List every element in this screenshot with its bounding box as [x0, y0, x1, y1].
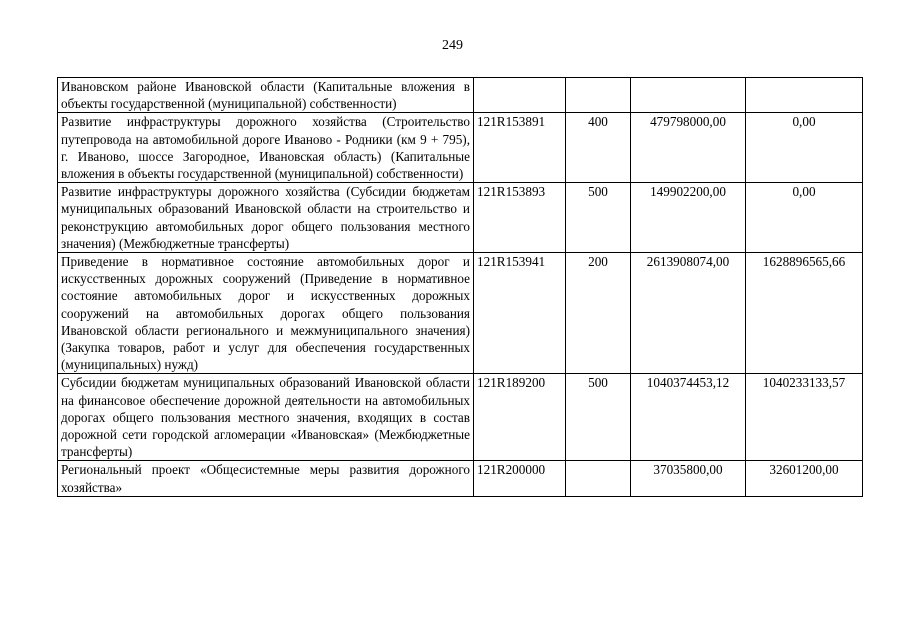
expense-name-cell: Приведение в нормативное состояние автомобильных дорог и искусственных дорожных сооружений (Приведение в нормативное состояние автомобильных дорог и искусственных дорожных сооружений на автомобильных дорогах общего пользования Ивановской области регионального и межмуниципального значения) (Закупка товаров, работ и услуг для обеспечения государственных (муниципальных) нужд): [58, 253, 474, 374]
target-article-code-cell: [474, 78, 566, 113]
expense-type-cell: 500: [566, 374, 631, 461]
table-row: [58, 113, 863, 183]
table-row: [58, 374, 863, 461]
table-row: [58, 183, 863, 253]
expense-type-cell: [566, 461, 631, 496]
amount-cell-2: 32601200,00: [746, 461, 863, 496]
expense-name-cell: Развитие инфраструктуры дорожного хозяйства (Строительство путепровода на автомобильной дороге Иваново - Родники (км 9 + 795), г. Иваново, шоссе Загородное, Ивановская область) (Капитальные вложения в объекты государственной (муниципальной) собственности): [58, 113, 474, 183]
amount-cell-2: 0,00: [746, 113, 863, 183]
table-row: [58, 253, 863, 374]
amount-cell-1: 149902200,00: [631, 183, 746, 253]
amount-cell-1: 479798000,00: [631, 113, 746, 183]
table-row: [58, 461, 863, 496]
target-article-code-cell: 121R153891: [474, 113, 566, 183]
expense-name-cell: Ивановском районе Ивановской области (Капитальные вложения в объекты государственной (муниципальной) собственности): [58, 78, 474, 113]
amount-cell-1: 2613908074,00: [631, 253, 746, 374]
table-row: [58, 78, 863, 113]
amount-cell-2: 0,00: [746, 183, 863, 253]
amount-cell-2: 1628896565,66: [746, 253, 863, 374]
page-number: 249: [442, 38, 463, 53]
expense-type-cell: 200: [566, 253, 631, 374]
amount-cell-2: [746, 78, 863, 113]
amount-cell-1: 37035800,00: [631, 461, 746, 496]
expense-name-cell: Развитие инфраструктуры дорожного хозяйства (Субсидии бюджетам муниципальных образований Ивановской области на строительство и реконструкцию автомобильных дорог общего пользования местного значения) (Межбюджетные трансферты): [58, 183, 474, 253]
expense-type-cell: 400: [566, 113, 631, 183]
amount-cell-2: 1040233133,57: [746, 374, 863, 461]
target-article-code-cell: 121R153893: [474, 183, 566, 253]
target-article-code-cell: 121R189200: [474, 374, 566, 461]
expense-name-cell: Региональный проект «Общесистемные меры развития дорожного хозяйства»: [58, 461, 474, 496]
expense-type-cell: 500: [566, 183, 631, 253]
budget-table: [57, 77, 863, 497]
expense-type-cell: [566, 78, 631, 113]
amount-cell-1: 1040374453,12: [631, 374, 746, 461]
amount-cell-1: [631, 78, 746, 113]
target-article-code-cell: 121R200000: [474, 461, 566, 496]
target-article-code-cell: 121R153941: [474, 253, 566, 374]
expense-name-cell: Субсидии бюджетам муниципальных образований Ивановской области на финансовое обеспечение дорожной деятельности на автомобильных дорогах общего пользования местного значения, входящих в состав дорожной сети городской агломерации «Ивановская» (Межбюджетные трансферты): [58, 374, 474, 461]
